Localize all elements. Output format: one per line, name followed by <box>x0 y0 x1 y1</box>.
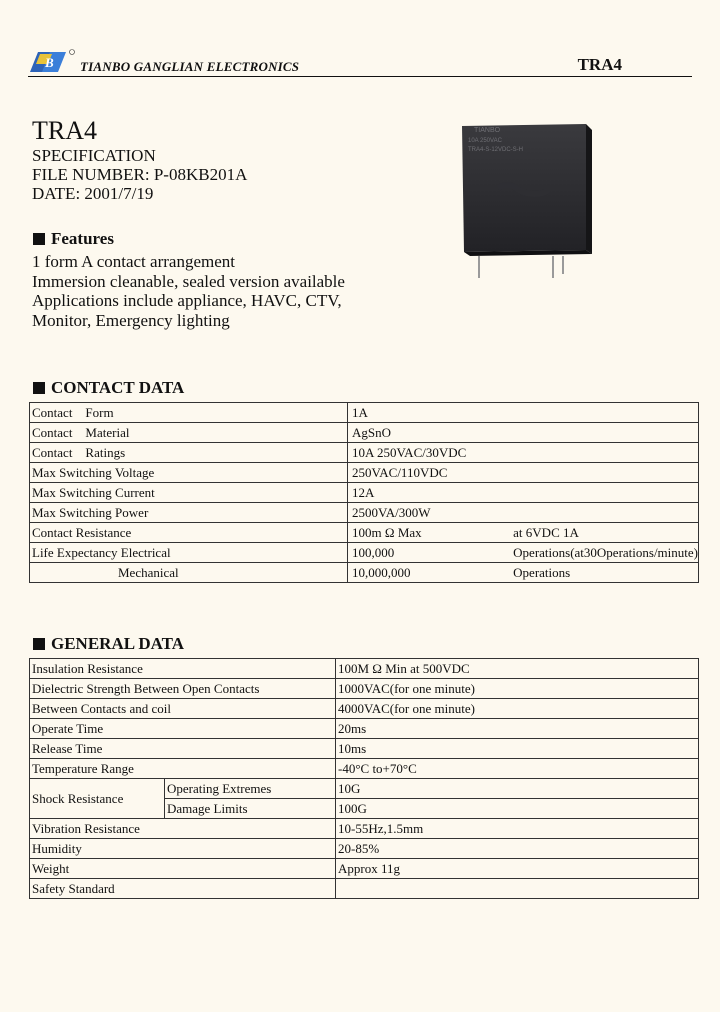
company-name: TIANBO GANGLIAN ELECTRONICS <box>80 59 300 74</box>
row-value: 100M Ω Min at 500VDC <box>336 659 699 679</box>
relay-marking-brand: TIANBO <box>474 127 501 134</box>
doc-date: DATE: 2001/7/19 <box>32 184 154 203</box>
features-heading: Features <box>33 229 114 249</box>
general-data-heading: GENERAL DATA <box>33 634 184 654</box>
table-row <box>30 483 699 503</box>
row-note <box>511 503 698 523</box>
table-row <box>30 719 699 739</box>
table-row <box>30 659 699 679</box>
table-row <box>30 563 699 583</box>
row-label: Insulation Resistance <box>30 659 336 679</box>
table-row <box>30 879 699 899</box>
feature-line: Applications include appliance, HAVC, CTV, <box>32 291 342 310</box>
row-value: 20ms <box>336 719 699 739</box>
row-note <box>511 443 698 463</box>
general-data-table <box>29 658 699 899</box>
row-value: 2500VA/300W <box>348 503 512 523</box>
row-label: Max Switching Voltage <box>30 463 348 483</box>
table-row <box>30 699 699 719</box>
features-list <box>32 252 345 330</box>
row-label: Operate Time <box>30 719 336 739</box>
row-label: Release Time <box>30 739 336 759</box>
table-row <box>30 839 699 859</box>
row-value: 10-55Hz,1.5mm <box>336 819 699 839</box>
row-label: Contact Material <box>30 423 348 443</box>
contact-data-heading: CONTACT DATA <box>33 378 184 398</box>
table-row <box>30 819 699 839</box>
row-label: Contact Ratings <box>30 443 348 463</box>
row-label: Between Contacts and coil <box>30 699 336 719</box>
row-value: 10G <box>336 779 699 799</box>
row-note: Operations <box>511 563 698 583</box>
table-row <box>30 779 699 799</box>
row-note: Operations(at30Operations/minute) <box>511 543 698 563</box>
row-label: Humidity <box>30 839 336 859</box>
contact-data-table <box>29 402 699 583</box>
row-value: 4000VAC(for one minute) <box>336 699 699 719</box>
row-value: 10A 250VAC/30VDC <box>348 443 512 463</box>
row-label: Life Expectancy Electrical <box>30 543 348 563</box>
row-note <box>511 403 698 423</box>
relay-product-image <box>458 118 598 290</box>
company-logo <box>28 48 76 74</box>
row-value: 10,000,000 <box>348 563 512 583</box>
table-row <box>30 739 699 759</box>
row-value: 10ms <box>336 739 699 759</box>
row-label: Contact Resistance <box>30 523 348 543</box>
row-label: Vibration Resistance <box>30 819 336 839</box>
row-label: Mechanical <box>30 563 348 583</box>
row-label: Dielectric Strength Between Open Contacts <box>30 679 336 699</box>
row-value: 12A <box>348 483 512 503</box>
row-label: Weight <box>30 859 336 879</box>
table-row <box>30 463 699 483</box>
row-value: AgSnO <box>348 423 512 443</box>
svg-text:B: B <box>45 55 54 70</box>
row-value: 1A <box>348 403 512 423</box>
feature-line: 1 form A contact arrangement <box>32 252 235 271</box>
feature-line: Monitor, Emergency lighting <box>32 310 230 330</box>
file-number: FILE NUMBER: P-08KB201A <box>32 165 248 184</box>
row-note <box>511 423 698 443</box>
table-row <box>30 543 699 563</box>
table-row <box>30 423 699 443</box>
row-label: Max Switching Power <box>30 503 348 523</box>
row-value: -40°C to+70°C <box>336 759 699 779</box>
row-value: 1000VAC(for one minute) <box>336 679 699 699</box>
spec-label: SPECIFICATION <box>32 146 156 165</box>
row-label: Max Switching Current <box>30 483 348 503</box>
bullet-square-icon <box>33 382 45 394</box>
bullet-square-icon <box>33 233 45 245</box>
shock-resistance-label: Shock Resistance <box>30 779 165 819</box>
table-row <box>30 443 699 463</box>
row-sublabel: Operating Extremes <box>165 779 336 799</box>
row-value: 100m Ω Max <box>348 523 512 543</box>
table-row <box>30 679 699 699</box>
row-value: 100G <box>336 799 699 819</box>
relay-marking-model: TRA4-S-12VDC-S-H <box>468 147 524 153</box>
table-row <box>30 859 699 879</box>
row-note <box>511 483 698 503</box>
page-title: TRA4 <box>32 116 97 145</box>
table-row <box>30 759 699 779</box>
row-label: Temperature Range <box>30 759 336 779</box>
header-model: TRA4 <box>577 55 622 74</box>
row-value: 250VAC/110VDC <box>348 463 512 483</box>
table-row <box>30 403 699 423</box>
row-note: at 6VDC 1A <box>511 523 698 543</box>
row-value: 20-85% <box>336 839 699 859</box>
relay-marking-rating: 10A 250VAC <box>468 138 502 144</box>
table-row <box>30 523 699 543</box>
table-row <box>30 503 699 523</box>
bullet-square-icon <box>33 638 45 650</box>
row-label: Safety Standard <box>30 879 336 899</box>
row-value <box>336 879 699 899</box>
row-note <box>511 463 698 483</box>
row-label: Contact Form <box>30 403 348 423</box>
row-value: Approx 11g <box>336 859 699 879</box>
row-sublabel: Damage Limits <box>165 799 336 819</box>
row-value: 100,000 <box>348 543 512 563</box>
page-header <box>28 46 692 77</box>
title-block <box>32 116 247 203</box>
feature-line: Immersion cleanable, sealed version available <box>32 271 345 291</box>
